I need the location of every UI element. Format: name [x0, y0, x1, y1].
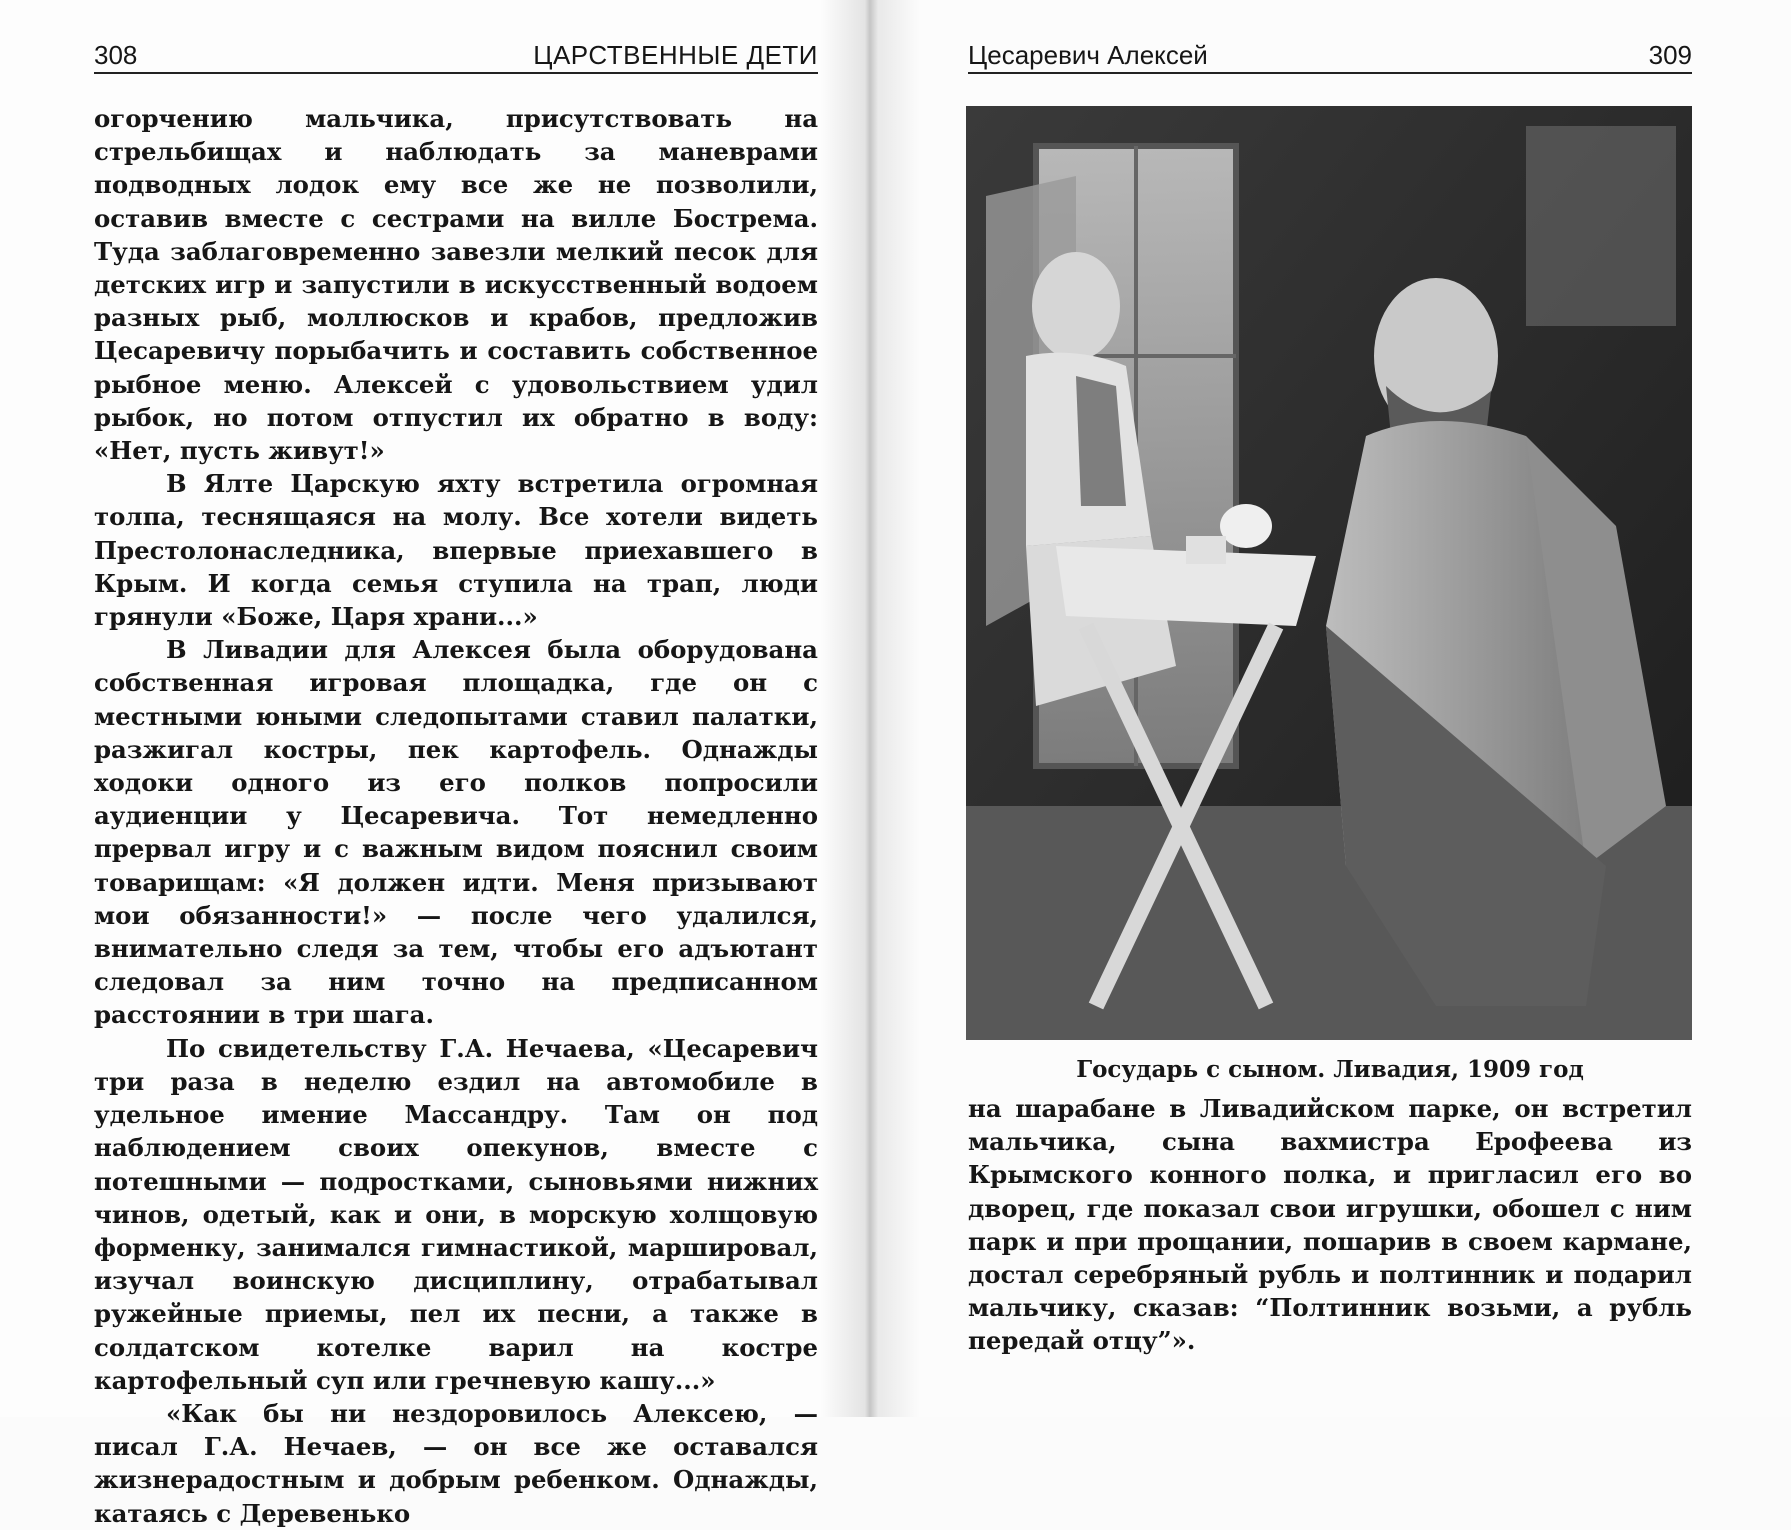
right-running-title: Цесаревич Алексей [968, 40, 1208, 70]
left-paragraph: огорчению мальчика, присутствовать на стрельбищах и наблюдать за маневрами подводных лодок ему все же не позволили, оставив вместе с сестрами на вилле Бострема. Туда заблаговременно завезли мелкий песок для детских игр и запустили в искусственный водоем разных рыб, моллюсков и крабов, предложив Цесаревичу порыбачить и составить собственное рыбное меню. Алексей с удовольствием удил рыбок, но потом отпустил их обратно в воду: «Нет, пусть живут!» [94, 104, 818, 466]
left-paragraph: По свидетельству Г.А. Нечаева, «Цесаревич три раза в неделю ездил на автомобиле в удельное имение Массандру. Там он под наблюдением своих опекунов, вместе с потешными — подростками, сыновьями нижних чинов, одетый, как и они, в морскую холщовую форменку, занимался гимнастикой, маршировал, изучал воинскую дисциплину, отрабатывал ружейные приемы, пел их песни, а также в солдатском котелке варил на костре картофельный суп или гречневую кашу...» [94, 1033, 818, 1395]
left-running-title: ЦАРСТВЕННЫЕ ДЕТИ [533, 40, 818, 70]
left-page [0, 0, 880, 1528]
photo-illustration [966, 106, 1692, 1040]
photo-caption: Государь с сыном. Ливадия, 1909 год [1076, 1056, 1584, 1083]
left-paragraph: В Ялте Царскую яхту встретила огромная толпа, теснящаяся на молу. Все хотели видеть Престолонаследника, впервые приехавшего в Крым. И когда семья ступила на трап, люди грянули «Боже, Царя храни...» [94, 469, 818, 632]
right-running-head [968, 38, 1692, 74]
right-paragraph: на шарабане в Ливадийском парке, он встретил мальчика, сына вахмистра Ерофеева из Крымского конного полка, и пригласил его во дворец, где показал свои игрушки, обошел с ним парк и при прощании, пошарив в своем кармане, достал серебряный рубль и полтинник и подарил мальчику, сказав: “Полтинник возьми, а рубль передай отцу”». [968, 1094, 1692, 1356]
left-page-number: 308 [94, 40, 138, 70]
left-paragraph: «Как бы ни нездоровилось Алексею, — писал Г.А. Нечаев, — он все же оставался жизнерадостным и добрым ребенком. Однажды, катаясь с Деревенько [94, 1398, 818, 1528]
left-body-text [94, 102, 818, 1530]
right-page [880, 0, 1791, 1417]
right-page-number: 309 [1648, 40, 1692, 70]
left-running-head [94, 38, 818, 74]
right-body-text [968, 1092, 1692, 1358]
left-paragraph: В Ливадии для Алексея была оборудована собственная игровая площадка, где он с местными юными следопытами ставил палатки, разжигал костры, пек картофель. Однажды ходоки одного из его полков попросили аудиенции у Цесаревича. Тот немедленно прервал игру и с важным видом пояснил своим товарищам: «Я должен идти. Меня призывают мои обязанности!» — после чего удалился, внимательно следя за тем, чтобы его адъютант следовал за ним точно на предписанном расстоянии в три шага. [94, 635, 818, 1030]
historical-photo [966, 106, 1692, 1040]
book-gutter-shadow [820, 0, 920, 1417]
